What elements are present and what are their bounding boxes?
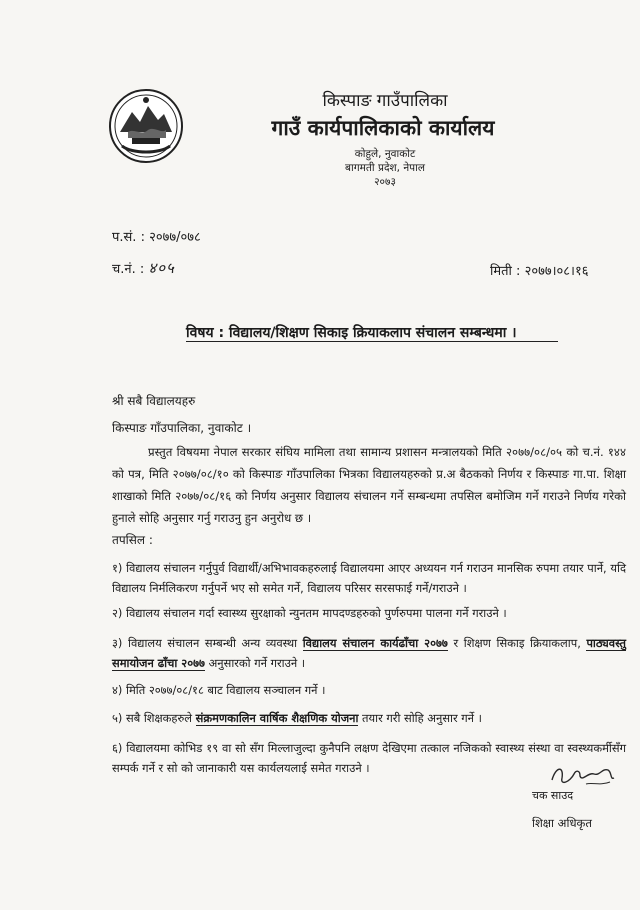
point-3-part-c: र शिक्षण सिकाइ क्रियाकलाप, [453,636,581,650]
nepal-emblem-icon [108,88,184,164]
letter-date: मिती : २०७७।०८।१६ [490,264,589,279]
letter-subject: विषय : विद्यालय/शिक्षण सिकाइ क्रियाकलाप संचालन सम्बन्धमा । [186,325,517,341]
point-2: २) विद्यालय संचालन गर्दा स्वास्थ्य सुरक्षाको न्युनतम मापदण्डहरुको पुर्णरुपमा पालना गर्ने गराउने । [112,606,507,620]
point-3-part-e: अनुसारको गर्ने गराउने । [208,656,306,670]
point-3-framework: विद्यालय संचालन कार्यढाँचा २०७७ [302,636,448,650]
point-5-part-c: तयार गरी सोहि अनुसार गर्ने । [362,711,482,725]
dispatch-number-value: ४०५ [148,259,175,277]
point-3-curriculum: पाठ्यवस्तु समायोजन ढाँचा २०७७ [112,636,626,670]
office-province: बागमती प्रदेश, नेपाल [345,162,425,174]
point-5-plan: संक्रमणकालिन वार्षिक शैक्षणिक योजना [195,711,359,725]
office-name: गाउँ कार्यपालिकाको कार्यालय [271,116,495,140]
point-3-part-a: ३) विद्यालय संचालन सम्बन्धी अन्य व्यवस्था [112,636,298,650]
point-5-part-a: ५) सबै शिक्षकहरुले [112,711,193,725]
dispatch-number [112,258,175,278]
dispatch-number-label: च.नं. : [112,262,145,277]
office-year: २०७३ [374,176,396,188]
intro-paragraph: प्रस्तुत विषयमा नेपाल सरकार संघिय मामिला तथा सामान्य प्रशासन मन्त्रालयको मिति २०७७/०८/०५ को च.नं. १४४ को पत्र, मिति २०७७/०८/१० को किस्पाङ गाँउपालिका भित्रका विद्यालयहरुको प्र.अ बैठकको निर्णय र किस्पाङ गा.पा. शिक्षा शाखाको मिति २०७७/०८/१६ को निर्णय अनुसार विद्यालय संचालन गर्ने सम्बन्धमा तपसिल बमोजिम गर्ने गराउने निर्णय गरेको हुनाले सोहि अनुसार गर्नु गराउनु हुन अनुरोध छ । [112,445,626,525]
signature-mark [548,760,618,790]
subject-underline [186,341,558,342]
point-1: १) विद्यालय संचालन गर्नुपुर्व विद्यार्थी/अभिभावकहरुलाई विद्यालयमा आएर अध्ययन गर्न गराउन मानसिक रुपमा तयार पार्ने, यदि विद्यालय निर्मलिकरण गर्नुपर्ने भए सो समेत गर्ने, विद्यालय परिसर सरसफाई गर्ने/गराउने । [112,561,626,595]
recipient-line-1: श्री सबै विद्यालयहरु [112,394,196,408]
office-address: कोहुले, नुवाकोट [354,148,416,160]
point-4: ४) मिति २०७७/०८/१८ बाट विद्यालय सञ्चालन गर्ने । [112,683,326,697]
point-3 [112,633,626,673]
point-6: ६) विद्यालयमा कोभिड १९ वा सो सँग मिल्लाजुल्दा कुनैपनि लक्षण देखिएमा तत्काल नजिकको स्वास्थ्य संस्था वा स्वस्थ्यकर्मीसँग सम्पर्क गर्ने र सो को जानाकारी यस कार्यलयलाई समेत गराउने । [112,741,626,775]
signatory-title: शिक्षा अधिकृत [532,816,592,830]
recipient-line-2: किस्पाङ गाँउपालिका, नुवाकोट । [112,421,252,435]
municipality-name: किस्पाङ गाउँपालिका [322,91,448,111]
point-5 [112,708,626,728]
signatory-name: चक साउद [532,789,574,802]
tapasil-heading: तपसिल : [112,533,153,547]
letter-number: प.सं. : २०७७/०७८ [112,230,201,245]
